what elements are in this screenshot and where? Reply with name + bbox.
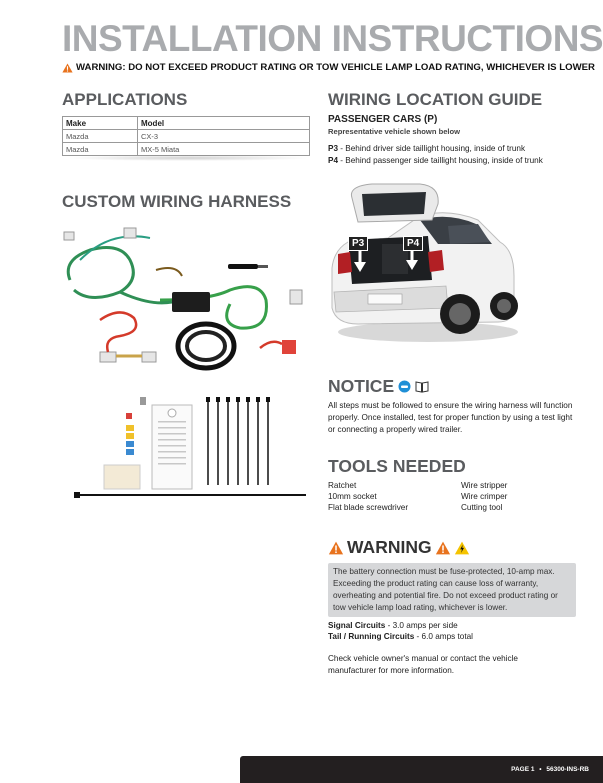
wiring-guide-heading: WIRING LOCATION GUIDE	[328, 90, 543, 109]
p3-marker: P3	[348, 236, 368, 251]
tool-item: 10mm socket	[328, 492, 377, 501]
book-icon	[415, 380, 429, 393]
hardware-kit-illustration	[74, 393, 314, 503]
notice-heading: NOTICE	[328, 376, 395, 396]
tools-heading: TOOLS NEEDED	[328, 456, 466, 476]
cell-make: Mazda	[63, 143, 138, 156]
col-model: Model	[138, 117, 310, 130]
electrical-hazard-icon	[454, 541, 470, 555]
footer-text	[511, 766, 589, 773]
tool-item: Cutting tool	[461, 503, 503, 512]
footer-bullet: •	[539, 766, 542, 773]
col-make: Make	[63, 117, 138, 130]
table-row	[63, 130, 310, 143]
page-number: PAGE 1	[511, 766, 535, 773]
p3-code: P3	[328, 144, 339, 153]
hand-icon	[398, 380, 411, 393]
tool-item: Flat blade screwdriver	[328, 503, 409, 512]
warning-heading-row	[328, 537, 470, 558]
p4-code: P4	[328, 156, 339, 165]
applications-table	[62, 116, 310, 156]
vehicle-illustration	[328, 180, 520, 348]
applications-table-wrap	[62, 116, 310, 156]
signal-circuits-value: - 3.0 amps per side	[385, 621, 458, 630]
warning-triangle-icon	[328, 541, 344, 555]
document-code: 56300-INS-RB	[546, 766, 589, 773]
cell-make: Mazda	[63, 130, 138, 143]
p4-text: Behind passenger side taillight housing, inside of trunk	[345, 156, 543, 165]
tail-circuits-label: Tail / Running Circuits	[328, 632, 415, 641]
table-row	[63, 143, 310, 156]
page-title: INSTALLATION INSTRUCTIONS	[62, 18, 603, 59]
top-warning	[62, 62, 595, 73]
tool-item: Wire stripper	[461, 481, 508, 490]
p4-line: P4 - Behind passenger side taillight housing, inside of trunk	[328, 156, 543, 165]
representative-note: Representative vehicle shown below	[328, 127, 461, 136]
p3-text: Behind driver side taillight housing, inside of trunk	[345, 144, 526, 153]
tools-list	[328, 481, 581, 512]
warning-heading: WARNING	[347, 537, 432, 557]
harness-illustration	[60, 220, 318, 380]
tool-item: Ratchet	[328, 481, 357, 490]
p3-line: P3 - Behind driver side taillight housing, inside of trunk	[328, 144, 526, 153]
warning-triangle-icon	[62, 63, 73, 73]
applications-heading: APPLICATIONS	[62, 90, 188, 109]
top-warning-text: WARNING: DO NOT EXCEED PRODUCT RATING OR TOW VEHICLE LAMP LOAD RATING, WHICHEVER IS LOWER	[76, 62, 595, 73]
passenger-cars-heading: PASSENGER CARS (P)	[328, 114, 438, 125]
warning-triangle-icon	[435, 541, 451, 555]
tail-circuits-value: - 6.0 amps total	[414, 632, 473, 641]
table-header-row	[63, 117, 310, 130]
harness-heading: CUSTOM WIRING HARNESS	[62, 192, 292, 211]
check-manual-text: Check vehicle owner's manual or contact the vehicle manufacturer for more information.	[328, 654, 518, 675]
notice-text: All steps must be followed to ensure the wiring harness will function properly. Once installed, test for proper function by using a test light or connecting a properly wired trailer.	[328, 401, 573, 434]
p4-marker: P4	[403, 236, 423, 251]
cell-model: MX-5 Miata	[138, 143, 310, 156]
signal-circuits-label: Signal Circuits	[328, 621, 386, 630]
warning-box: The battery connection must be fuse-protected, 10-amp max. Exceeding the product rating can cause loss of warranty, overheating and potential fire. Do not exceed product rating or tow vehicle lamp load rating, whichever is lower.	[328, 563, 576, 617]
notice-heading-row	[328, 376, 429, 397]
cell-model: CX-3	[138, 130, 310, 143]
tool-item: Wire crimper	[461, 492, 508, 501]
table-shadow	[66, 155, 310, 161]
tail-circuits-line	[328, 631, 473, 643]
